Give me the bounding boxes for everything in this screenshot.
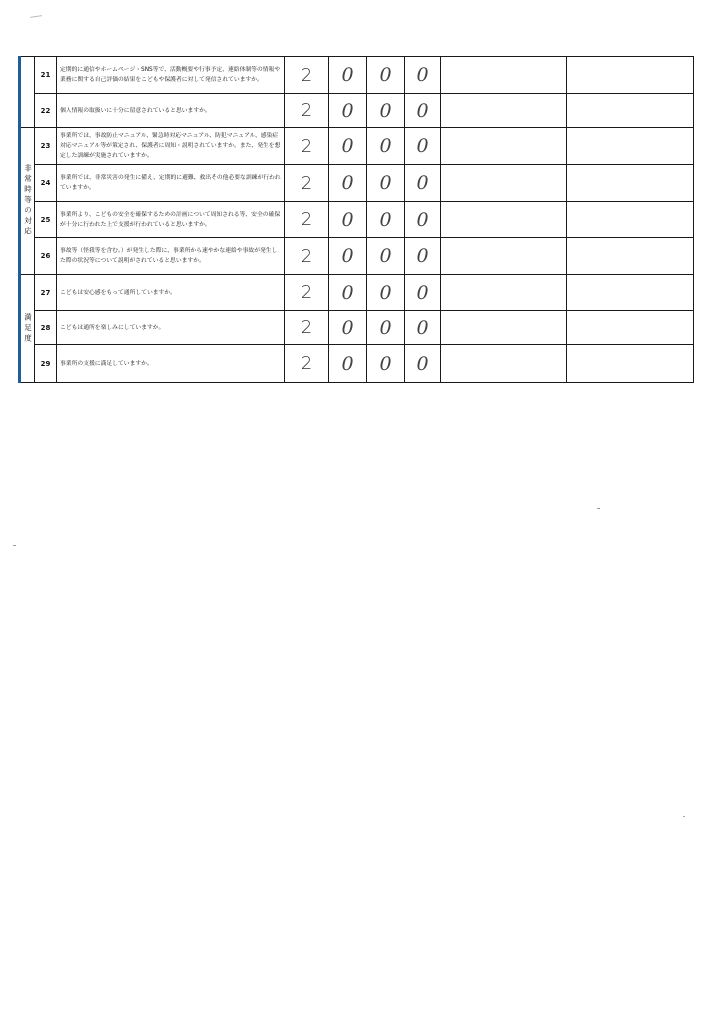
- answer-unknown: 0: [405, 311, 441, 345]
- response-cell: [567, 128, 694, 165]
- response-cell: [567, 165, 694, 202]
- table-row: [20, 311, 694, 345]
- table-row: [20, 165, 694, 202]
- row-number: 24: [35, 165, 57, 202]
- answer-somewhat: 0: [329, 275, 367, 311]
- answer-yes: 2: [285, 94, 329, 128]
- response-cell: [567, 345, 694, 383]
- table-row: [20, 345, 694, 383]
- comment-cell: [441, 165, 567, 202]
- answer-somewhat: 0: [329, 202, 367, 238]
- answer-somewhat: 0: [329, 238, 367, 275]
- comment-cell: [441, 311, 567, 345]
- row-number: 28: [35, 311, 57, 345]
- scan-speck: [597, 508, 600, 509]
- answer-unknown: 0: [405, 165, 441, 202]
- comment-cell: [441, 128, 567, 165]
- answer-yes: 2: [285, 275, 329, 311]
- row-number: 26: [35, 238, 57, 275]
- answer-unknown: 0: [405, 275, 441, 311]
- row-number: 25: [35, 202, 57, 238]
- question-text: 個人情報の取扱いに十分に留意されていると思いますか。: [57, 94, 285, 128]
- answer-yes: 2: [285, 311, 329, 345]
- response-cell: [567, 238, 694, 275]
- category-cell-comm: [20, 57, 35, 128]
- category-cell-satisfaction: 満足度: [20, 275, 35, 383]
- table-row: [20, 202, 694, 238]
- row-number: 27: [35, 275, 57, 311]
- answer-no: 0: [367, 238, 405, 275]
- table-row: [20, 275, 694, 311]
- answer-somewhat: 0: [329, 311, 367, 345]
- question-text: こどもは安心感をもって通所していますか。: [57, 275, 285, 311]
- response-cell: [567, 275, 694, 311]
- answer-somewhat: 0: [329, 345, 367, 383]
- comment-cell: [441, 57, 567, 94]
- question-text: 事業所より、こどもの安全を確保するための計画について周知される等、安全の確保が十分に行われた上で支援が行われていると思いますか。: [57, 202, 285, 238]
- question-text: 事業所では、事故防止マニュアル、緊急時対応マニュアル、防犯マニュアル、感染症対応マニュアル等が策定され、保護者に周知・説明されていますか。また、発生を想定した訓練が実施されていますか。: [57, 128, 285, 165]
- comment-cell: [441, 275, 567, 311]
- answer-no: 0: [367, 128, 405, 165]
- answer-no: 0: [367, 202, 405, 238]
- answer-somewhat: 0: [329, 57, 367, 94]
- response-cell: [567, 202, 694, 238]
- scan-mark: [30, 15, 42, 18]
- answer-yes: 2: [285, 165, 329, 202]
- question-text: 事故等（怪我等を含む。）が発生した際に、事業所から速やかな連絡や事故が発生した際の状況等について説明がされていると思いますか。: [57, 238, 285, 275]
- row-number: 29: [35, 345, 57, 383]
- row-number: 21: [35, 57, 57, 94]
- table-row: [20, 94, 694, 128]
- answer-yes: 2: [285, 345, 329, 383]
- answer-unknown: 0: [405, 128, 441, 165]
- row-number: 23: [35, 128, 57, 165]
- comment-cell: [441, 94, 567, 128]
- answer-unknown: 0: [405, 94, 441, 128]
- question-text: 事業所の支援に満足していますか。: [57, 345, 285, 383]
- table-row: [20, 57, 694, 94]
- answer-somewhat: 0: [329, 94, 367, 128]
- answer-no: 0: [367, 311, 405, 345]
- comment-cell: [441, 238, 567, 275]
- scan-speck: [683, 816, 685, 817]
- answer-yes: 2: [285, 128, 329, 165]
- question-text: こどもは通所を楽しみにしていますか。: [57, 311, 285, 345]
- answer-yes: 2: [285, 57, 329, 94]
- comment-cell: [441, 202, 567, 238]
- answer-no: 0: [367, 345, 405, 383]
- answer-no: 0: [367, 275, 405, 311]
- answer-unknown: 0: [405, 345, 441, 383]
- answer-unknown: 0: [405, 202, 441, 238]
- answer-no: 0: [367, 165, 405, 202]
- question-text: 事業所では、非常災害の発生に備え、定期的に避難、救出その他必要な訓練が行われていますか。: [57, 165, 285, 202]
- response-cell: [567, 57, 694, 94]
- answer-unknown: 0: [405, 57, 441, 94]
- evaluation-table: [18, 56, 694, 383]
- answer-yes: 2: [285, 238, 329, 275]
- answer-somewhat: 0: [329, 165, 367, 202]
- row-number: 22: [35, 94, 57, 128]
- question-text: 定期的に通信やホームページ・SNS等で、活動概要や行事予定、連絡体制等の情報や業務に関する自己評価の結果をこどもや保護者に対して発信されていますか。: [57, 57, 285, 94]
- answer-no: 0: [367, 57, 405, 94]
- response-cell: [567, 311, 694, 345]
- category-cell-emergency: 非常時等の対応: [20, 128, 35, 275]
- table-row: [20, 128, 694, 165]
- answer-no: 0: [367, 94, 405, 128]
- response-cell: [567, 94, 694, 128]
- answer-yes: 2: [285, 202, 329, 238]
- table-row: [20, 238, 694, 275]
- answer-somewhat: 0: [329, 128, 367, 165]
- scan-speck: [13, 545, 16, 546]
- answer-unknown: 0: [405, 238, 441, 275]
- comment-cell: [441, 345, 567, 383]
